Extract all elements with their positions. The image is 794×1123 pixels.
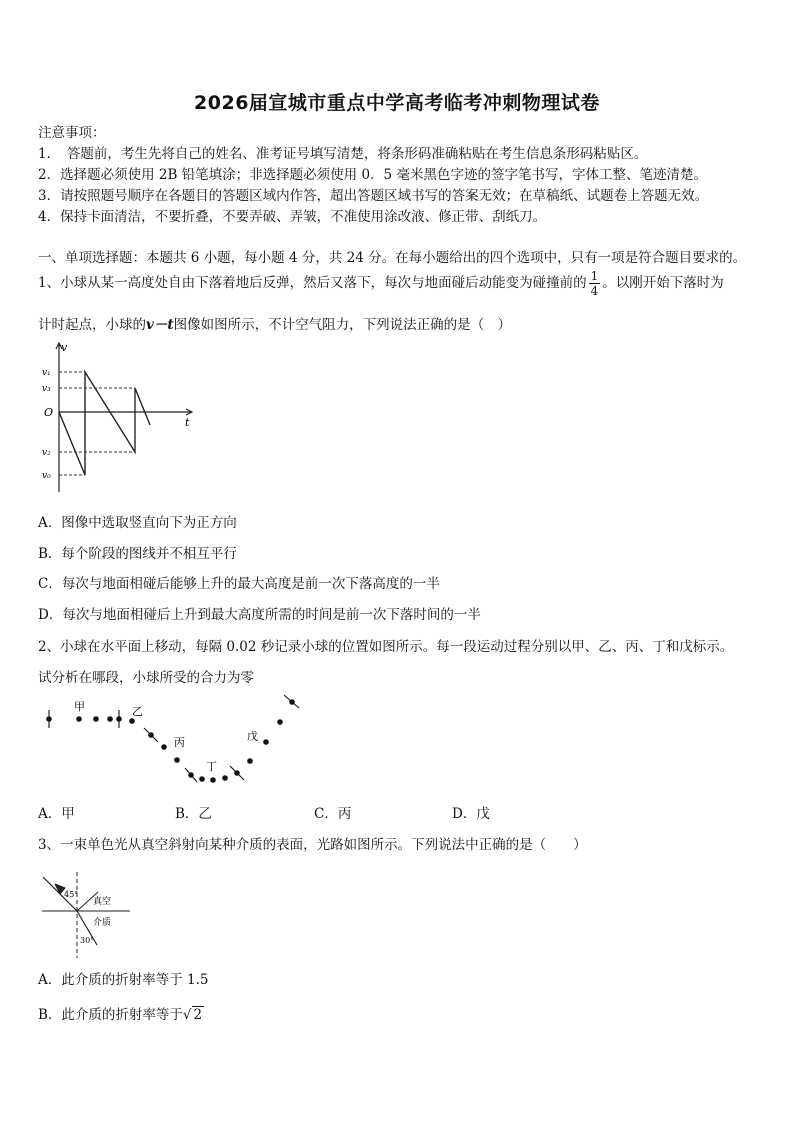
q3-stem: 3、一束单色光从真空斜射向某种介质的表面，光路如图所示。下列说法中正确的是（ ） (38, 837, 587, 853)
q1-vt-symbol: v－t (146, 317, 174, 333)
q3-option-b-text: B．此介质的折射率等于 (38, 1007, 183, 1023)
q3-angle-30: 30° (80, 936, 95, 945)
notice-heading: 注意事项： (38, 125, 106, 141)
q2-label-bing: 丙 (174, 736, 185, 749)
q1-vt-graph (30, 335, 200, 500)
q1-vt-line (59, 372, 150, 475)
q2-stem-line2: 试分析在哪段，小球所受的合力为零 (38, 670, 254, 686)
notice-item-1: 1． 答题前，考生先将自己的姓名、准考证号填写清楚，将条形码准确粘贴在考生信息条形码粘贴区。 (38, 146, 648, 162)
q1-v-axis-label: v (61, 341, 68, 354)
q3-option-b (38, 1003, 204, 1023)
q1-stem-text-b: 。以刚开始下落时为 (602, 275, 724, 291)
q2-option-d: D．戊 (452, 806, 490, 822)
q2-label-jia: 甲 (74, 700, 85, 713)
q2-label-ding: 丁 (206, 760, 217, 773)
notice-item-4: 4．保持卡面清洁，不要折叠，不要弄破、弄皱，不准使用涂改液、修正带、刮纸刀。 (38, 209, 547, 225)
q1-fraction-numerator: 1 (590, 269, 599, 283)
q3-refraction-figure (38, 866, 138, 964)
q3-vacuum-label: 真空 (93, 897, 112, 907)
q1-origin-label: O (44, 406, 54, 419)
notice-item-2: 2．选择题必须使用 2B 铅笔填涂；非选择题必须使用 0．5 毫米黑色字迹的签字笔书写，字体工整、笔迹清楚。 (38, 167, 707, 183)
q2-label-wu: 戊 (247, 730, 258, 743)
q2-motion-figure (40, 690, 320, 790)
q1-option-d: D．每次与地面相碰后上升到最大高度所需的时间是前一次下落时间的一半 (38, 607, 481, 623)
q3-sqrt-radicand: 2 (193, 1007, 203, 1023)
q1-option-a: A．图像中选取竖直向下为正方向 (38, 515, 237, 531)
q1-stem-text-d: 图像如图所示，不计空气阻力，下列说法正确的是（ ） (173, 317, 512, 333)
q1-dashed-guides (59, 372, 135, 475)
q1-option-c: C．每次与地面相碰后能够上升的最大高度是前一次下落高度的一半 (38, 576, 440, 592)
q1-stem-text-c: 计时起点，小球的 (38, 317, 146, 333)
q1-stem-line1 (38, 266, 724, 300)
q2-option-a: A．甲 (38, 806, 75, 822)
q1-v2-label: v₂ (42, 448, 51, 458)
q2-stem-line1: 2、小球在水平面上移动，每隔 0.02 秒记录小球的位置如图所示。每一段运动过程分别以甲、乙、丙、丁和戊标示。 (38, 639, 734, 655)
q1-stem-text-a: 1、小球从某一高度处自由下落着地后反弹，然后又落下，每次与地面碰后动能变为碰撞前的 (38, 275, 587, 291)
q2-option-c: C．丙 (314, 806, 352, 822)
page-title: 2026届宣城市重点中学高考临考冲刺物理试卷 (194, 92, 600, 114)
q1-t-axis-label: t (185, 416, 190, 429)
q3-medium-label: 介质 (93, 918, 112, 928)
q2-option-b: B．乙 (175, 806, 212, 822)
q1-fraction (589, 269, 601, 298)
q3-angle-45: 45° (64, 890, 79, 899)
q3-sqrt: √ 2 (182, 1007, 203, 1023)
q1-v0-label: v₀ (42, 471, 51, 481)
notice-item-3: 3．请按照题号顺序在各题目的答题区域内作答，超出答题区域书写的答案无效；在草稿纸、试题卷上答题无效。 (38, 188, 709, 204)
q1-v1-label: v₁ (42, 368, 51, 378)
q1-v3-label: v₃ (42, 384, 51, 394)
section-heading: 一、单项选择题：本题共 6 小题，每小题 4 分，共 24 分。在每小题给出的四个选项中，只有一项是符合题目要求的。 (38, 250, 747, 266)
q3-option-a: A．此介质的折射率等于 1.5 (38, 972, 209, 988)
q1-fraction-denominator: 4 (590, 284, 599, 298)
q1-stem-line2 (38, 313, 511, 333)
q2-label-yi: 乙 (132, 705, 143, 718)
q1-option-b: B．每个阶段的图线并不相互平行 (38, 546, 237, 562)
